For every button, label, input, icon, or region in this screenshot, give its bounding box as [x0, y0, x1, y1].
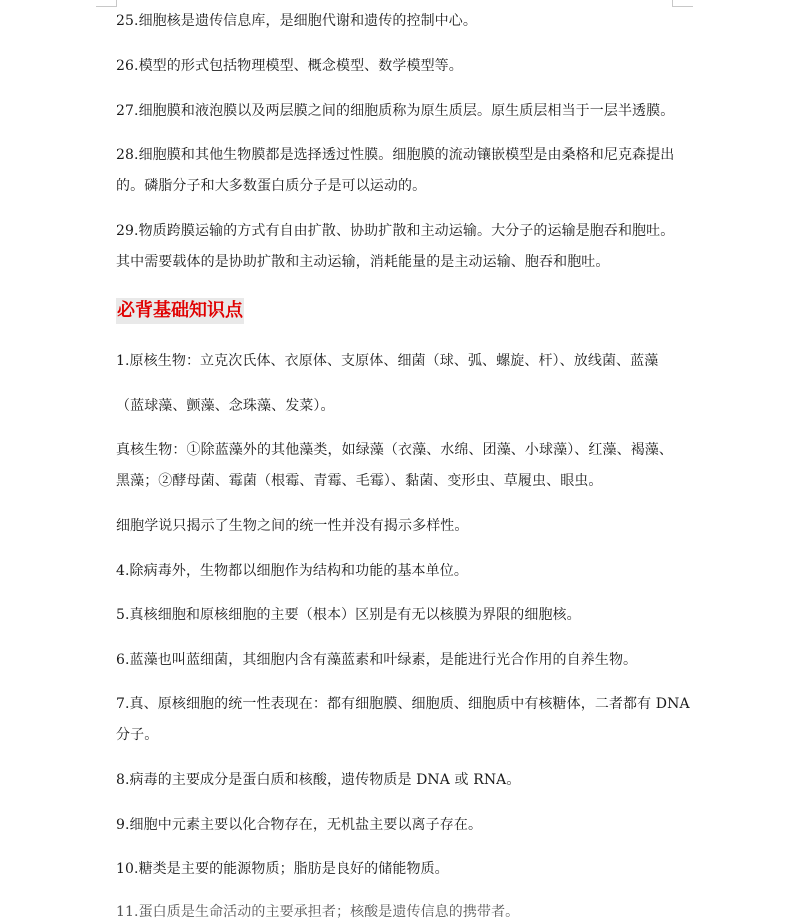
- paragraph-line: 6.蓝藻也叫蓝细菌，其细胞内含有藻蓝素和叶绿素，是能进行光合作用的自养生物。: [116, 652, 638, 668]
- paragraph-line: 黑藻；②酵母菌、霉菌（根霉、青霉、毛霉）、黏菌、变形虫、草履虫、眼虫。: [116, 473, 603, 489]
- crop-mark-top-right: [672, 0, 693, 7]
- paragraph-line: 细胞学说只揭示了生物之间的统一性并没有揭示多样性。: [116, 518, 469, 534]
- paragraph-line: 10.糖类是主要的能源物质；脂肪是良好的储能物质。: [116, 861, 449, 877]
- paragraph-line: 27.细胞膜和液泡膜以及两层膜之间的细胞质称为原生质层。原生质层相当于一层半透膜。: [116, 103, 675, 119]
- cut-off-line-container: [116, 902, 586, 920]
- section-heading: 必背基础知识点: [116, 298, 244, 324]
- paragraph-line: 4.除病毒外，生物都以细胞作为结构和功能的基本单位。: [116, 563, 468, 579]
- crop-mark-top-left: [96, 0, 117, 7]
- paragraph-line: 25.细胞核是遗传信息库，是细胞代谢和遗传的控制中心。: [116, 13, 477, 29]
- cut-off-line: 11.蛋白质是生命活动的主要承担者；核酸是遗传信息的携带者。: [116, 904, 520, 920]
- paragraph-line: 26.模型的形式包括物理模型、概念模型、数学模型等。: [116, 58, 463, 74]
- paragraph-line: 7.真、原核细胞的统一性表现在：都有细胞膜、细胞质、细胞质中有核糖体，二者都有 DNA: [116, 696, 690, 712]
- paragraph-line: 9.细胞中元素主要以化合物存在，无机盐主要以离子存在。: [116, 817, 483, 833]
- paragraph-line: 28.细胞膜和其他生物膜都是选择透过性膜。细胞膜的流动镶嵌模型是由桑格和尼克森提出: [116, 147, 675, 163]
- paragraph-line: 其中需要载体的是协助扩散和主动运输，消耗能量的是主动运输、胞吞和胞吐。: [116, 254, 610, 270]
- paragraph-line: 真核生物：①除蓝藻外的其他藻类，如绿藻（衣藻、水绵、团藻、小球藻）、红藻、褐藻、: [116, 442, 673, 458]
- paragraph-line: 8.病毒的主要成分是蛋白质和核酸，遗传物质是 DNA 或 RNA。: [116, 772, 521, 788]
- paragraph-line: 1.原核生物：立克次氏体、衣原体、支原体、细菌（球、弧、螺旋、杆）、放线菌、蓝藻: [116, 353, 659, 369]
- paragraph-line: 5.真核细胞和原核细胞的主要（根本）区别是有无以核膜为界限的细胞核。: [116, 607, 581, 623]
- paragraph-line: 分子。: [116, 727, 159, 743]
- paragraph-line: 29.物质跨膜运输的方式有自由扩散、协助扩散和主动运输。大分子的运输是胞吞和胞吐。: [116, 223, 675, 239]
- paragraph-line: （蓝球藻、颤藻、念珠藻、发菜）。: [116, 398, 335, 414]
- paragraph-line: 的。磷脂分子和大多数蛋白质分子是可以运动的。: [116, 178, 427, 194]
